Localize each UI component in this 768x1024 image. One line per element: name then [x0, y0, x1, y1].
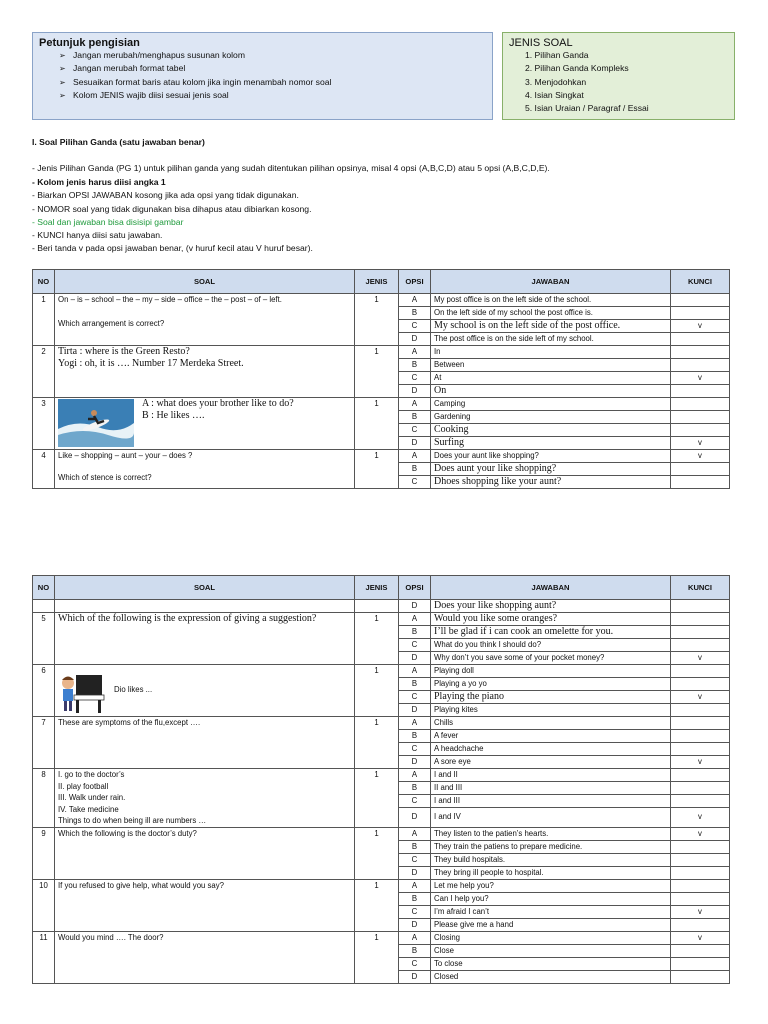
option-letter: C: [399, 957, 431, 970]
question-number: 2: [33, 346, 55, 398]
option-letter: B: [399, 307, 431, 320]
answer-key[interactable]: [671, 840, 730, 853]
question-text: Which the following is the doctor’s duty?: [55, 827, 355, 879]
question-type: 1: [355, 769, 399, 828]
question-types-box: [502, 32, 735, 120]
answer-key[interactable]: v: [671, 827, 730, 840]
header-opsi: OPSI: [399, 576, 431, 600]
instruction-item: [59, 89, 331, 102]
instruction-text: Kolom JENIS wajib diisi sesuai jenis soal: [73, 89, 229, 100]
question-line: Tirta : where is the Green Resto?: [58, 346, 190, 357]
question-type-item: 3. Menjodohkan: [525, 76, 587, 87]
question-types-list: [525, 49, 649, 115]
header-jawaban: JAWABAN: [431, 270, 671, 294]
answer-text[interactable]: On: [431, 385, 671, 398]
table-row: [33, 613, 730, 626]
answer-text[interactable]: Playing the piano: [431, 691, 671, 704]
question-text: [55, 346, 355, 398]
question-line: B : He likes ….: [142, 410, 205, 421]
option-letter: A: [399, 769, 431, 782]
question-type: 1: [355, 879, 399, 931]
instruction-text: Jangan merubah format tabel: [73, 63, 186, 74]
header-soal: SOAL: [55, 576, 355, 600]
answer-text[interactable]: I and II: [431, 769, 671, 782]
question-line: Which arrangement is correct?: [58, 319, 165, 328]
option-letter: B: [399, 782, 431, 795]
section-line: - Soal dan jawaban bisa disisipi gambar: [32, 217, 184, 227]
answer-key[interactable]: v: [671, 437, 730, 450]
section-line: - KUNCI hanya diisi satu jawaban.: [32, 230, 163, 240]
option-letter: D: [399, 808, 431, 827]
question-line: On – is – school – the – my – side – office – the – post – of – left.: [58, 295, 282, 304]
instruction-item: [59, 76, 331, 89]
answer-key[interactable]: [671, 613, 730, 626]
question-text: [55, 665, 355, 717]
answer-text[interactable]: A headchache: [431, 743, 671, 756]
answer-key[interactable]: v: [671, 691, 730, 704]
answer-key[interactable]: [671, 398, 730, 411]
instruction-item: [59, 62, 331, 75]
question-types-title: JENIS SOAL: [509, 37, 573, 49]
question-type-item: 5. Isian Uraian / Paragraf / Essai: [525, 103, 649, 114]
answer-text[interactable]: They train the patiens to prepare medicine.: [431, 840, 671, 853]
answer-text[interactable]: Would you like some oranges?: [431, 613, 671, 626]
header-kunci: KUNCI: [671, 576, 730, 600]
answer-key[interactable]: [671, 795, 730, 808]
answer-key[interactable]: [671, 476, 730, 489]
answer-key[interactable]: [671, 639, 730, 652]
header-opsi: OPSI: [399, 270, 431, 294]
answer-text[interactable]: They bring ill people to hospital.: [431, 866, 671, 879]
answer-key[interactable]: [671, 944, 730, 957]
answer-text[interactable]: My post office is on the left side of the school.: [431, 294, 671, 307]
option-letter: C: [399, 424, 431, 437]
answer-text[interactable]: I and III: [431, 795, 671, 808]
question-dialog: [142, 398, 294, 447]
option-letter: B: [399, 892, 431, 905]
option-letter: B: [399, 840, 431, 853]
question-number: 8: [33, 769, 55, 828]
option-letter: B: [399, 944, 431, 957]
question-type: 1: [355, 717, 399, 769]
question-line: Things to do when being ill are numbers …: [58, 816, 207, 825]
answer-text[interactable]: To close: [431, 957, 671, 970]
answer-text[interactable]: My school is on the left side of the post office.: [431, 320, 671, 333]
option-letter: B: [399, 411, 431, 424]
option-letter: D: [399, 970, 431, 983]
question-table-2: [32, 575, 730, 984]
table-row: [33, 717, 730, 730]
answer-key[interactable]: [671, 346, 730, 359]
answer-text[interactable]: Let me help you?: [431, 879, 671, 892]
table-row: [33, 879, 730, 892]
table-header: [33, 270, 730, 294]
question-type: 1: [355, 613, 399, 665]
question-text: [55, 294, 355, 346]
instruction-text: Jangan merubah/menghapus susunan kolom: [73, 50, 245, 60]
answer-text[interactable]: Playing doll: [431, 665, 671, 678]
answer-key[interactable]: v: [671, 931, 730, 944]
option-letter: A: [399, 931, 431, 944]
answer-key[interactable]: [671, 970, 730, 983]
instruction-item: [59, 49, 331, 62]
question-type: 1: [355, 398, 399, 450]
answer-key[interactable]: [671, 918, 730, 931]
answer-text[interactable]: Does aunt your like shopping?: [431, 463, 671, 476]
answer-text[interactable]: Why don’t you save some of your pocket money?: [431, 652, 671, 665]
option-letter: A: [399, 398, 431, 411]
question-type-item: 1. Pilihan Ganda: [525, 50, 589, 60]
question-type-item: 2. Pilihan Ganda Kompleks: [525, 63, 629, 74]
question-line: A : what does your brother like to do?: [142, 398, 294, 409]
answer-text[interactable]: Can I help you?: [431, 892, 671, 905]
answer-text[interactable]: Playing a yo yo: [431, 678, 671, 691]
option-letter: D: [399, 704, 431, 717]
question-number: 5: [33, 613, 55, 665]
answer-text[interactable]: I’ll be glad if i can cook an omelette for you.: [431, 626, 671, 639]
table-row: [33, 346, 730, 359]
instructions-box: [32, 32, 493, 120]
section-line: - Jenis Pilihan Ganda (PG 1) untuk pilihan ganda yang sudah ditentukan pilihan opsinya, misal 4 opsi (A,B,C,D) atau 5 opsi (A,B,C,D,E).: [32, 163, 550, 173]
answer-key[interactable]: [671, 333, 730, 346]
header-jawaban: JAWABAN: [431, 576, 671, 600]
question-type: 1: [355, 931, 399, 983]
answer-key[interactable]: [671, 678, 730, 691]
answer-key[interactable]: v: [671, 905, 730, 918]
option-letter: B: [399, 463, 431, 476]
answer-text[interactable]: They listen to the patien’s hearts.: [431, 827, 671, 840]
answer-text[interactable]: II and III: [431, 782, 671, 795]
question-number: 10: [33, 879, 55, 931]
option-letter: C: [399, 795, 431, 808]
question-number: 3: [33, 398, 55, 450]
answer-key[interactable]: [671, 359, 730, 372]
question-number: 1: [33, 294, 55, 346]
answer-text[interactable]: They build hospitals.: [431, 853, 671, 866]
question-line: Yogi : oh, it is …. Number 17 Merdeka Street.: [58, 358, 244, 369]
table-row: [33, 931, 730, 944]
answer-text[interactable]: Close: [431, 944, 671, 957]
question-text: [55, 398, 355, 450]
answer-text[interactable]: In: [431, 346, 671, 359]
table-row: [33, 450, 730, 463]
answer-text[interactable]: A fever: [431, 730, 671, 743]
table-row: [33, 294, 730, 307]
answer-text[interactable]: Surfing: [431, 437, 671, 450]
option-letter: C: [399, 372, 431, 385]
answer-text[interactable]: Chills: [431, 717, 671, 730]
header-jenis: JENIS: [355, 270, 399, 294]
question-number: 4: [33, 450, 55, 489]
answer-text[interactable]: Camping: [431, 398, 671, 411]
question-type: 1: [355, 346, 399, 398]
option-letter: D: [399, 600, 431, 613]
question-type: [355, 600, 399, 613]
question-line: III. Walk under rain.: [58, 793, 126, 802]
table-header: [33, 576, 730, 600]
option-letter: A: [399, 665, 431, 678]
question-line: Which of stence is correct?: [58, 473, 152, 482]
question-number: 6: [33, 665, 55, 717]
section-line: - Beri tanda v pada opsi jawaban benar, (v huruf kecil atau V huruf besar).: [32, 243, 313, 253]
section-line: - NOMOR soal yang tidak digunakan bisa dihapus atau dibiarkan kosong.: [32, 204, 312, 214]
answer-key[interactable]: [671, 769, 730, 782]
option-letter: D: [399, 385, 431, 398]
option-letter: B: [399, 678, 431, 691]
answer-key[interactable]: [671, 782, 730, 795]
option-letter: A: [399, 613, 431, 626]
question-type: 1: [355, 294, 399, 346]
answer-text[interactable]: Playing kites: [431, 704, 671, 717]
answer-text[interactable]: The post office is on the side left of my school.: [431, 333, 671, 346]
piano-image: [58, 665, 106, 715]
option-letter: A: [399, 717, 431, 730]
answer-key[interactable]: [671, 411, 730, 424]
answer-text[interactable]: On the left side of my school the post office is.: [431, 307, 671, 320]
table-row: [33, 827, 730, 840]
option-letter: D: [399, 756, 431, 769]
instructions-list: [59, 49, 331, 102]
answer-key[interactable]: v: [671, 372, 730, 385]
instruction-text: Sesuaikan format baris atau kolom jika ingin menambah nomor soal: [73, 76, 332, 87]
option-letter: A: [399, 450, 431, 463]
option-letter: C: [399, 743, 431, 756]
option-letter: C: [399, 320, 431, 333]
option-letter: C: [399, 691, 431, 704]
question-text: Would you mind …. The door?: [55, 931, 355, 983]
answer-key[interactable]: [671, 307, 730, 320]
answer-text[interactable]: Between: [431, 359, 671, 372]
answer-key[interactable]: [671, 665, 730, 678]
question-text: Which of the following is the expression of giving a suggestion?: [55, 613, 355, 665]
header-jenis: JENIS: [355, 576, 399, 600]
answer-text[interactable]: Does your aunt like shopping?: [431, 450, 671, 463]
answer-text[interactable]: Please give me a hand: [431, 918, 671, 931]
answer-key[interactable]: [671, 730, 730, 743]
question-text: [55, 450, 355, 489]
answer-key[interactable]: [671, 600, 730, 613]
option-letter: D: [399, 437, 431, 450]
answer-text[interactable]: Closed: [431, 970, 671, 983]
question-line: IV. Take medicine: [58, 804, 119, 814]
answer-key[interactable]: [671, 957, 730, 970]
answer-text[interactable]: I and IV: [431, 808, 671, 827]
option-letter: A: [399, 879, 431, 892]
option-letter: C: [399, 639, 431, 652]
answer-key[interactable]: [671, 853, 730, 866]
header-no: NO: [33, 270, 55, 294]
answer-key[interactable]: [671, 717, 730, 730]
answer-text[interactable]: Does your like shopping aunt?: [431, 600, 671, 613]
answer-key[interactable]: v: [671, 320, 730, 333]
answer-key[interactable]: [671, 463, 730, 476]
answer-key[interactable]: [671, 294, 730, 307]
answer-text[interactable]: I’m afraid I can’t: [431, 905, 671, 918]
section-line: - Kolom jenis harus diisi angka 1: [32, 177, 166, 187]
option-letter: B: [399, 626, 431, 639]
option-letter: B: [399, 359, 431, 372]
question-number: 7: [33, 717, 55, 769]
option-letter: D: [399, 333, 431, 346]
header-no: NO: [33, 576, 55, 600]
answer-key[interactable]: v: [671, 652, 730, 665]
question-line: I. go to the doctor’s: [58, 770, 125, 779]
question-type-item: 4. Isian Singkat: [525, 89, 584, 100]
answer-key[interactable]: [671, 743, 730, 756]
instructions-title: Petunjuk pengisian: [39, 37, 140, 49]
table-row: [33, 665, 730, 678]
answer-text[interactable]: Gardening: [431, 411, 671, 424]
question-line: Like – shopping – aunt – your – does ?: [58, 451, 193, 460]
header-kunci: KUNCI: [671, 270, 730, 294]
answer-text[interactable]: What do you think I should do?: [431, 639, 671, 652]
option-letter: B: [399, 730, 431, 743]
question-type: 1: [355, 450, 399, 489]
answer-key[interactable]: [671, 385, 730, 398]
table-row: [33, 398, 730, 411]
answer-key[interactable]: [671, 626, 730, 639]
answer-text[interactable]: Dhoes shopping like your aunt?: [431, 476, 671, 489]
answer-text[interactable]: A sore eye: [431, 756, 671, 769]
option-letter: A: [399, 346, 431, 359]
answer-key[interactable]: [671, 879, 730, 892]
question-number: [33, 600, 55, 613]
question-text: [55, 600, 355, 613]
question-type: 1: [355, 827, 399, 879]
option-letter: D: [399, 866, 431, 879]
option-letter: C: [399, 476, 431, 489]
answer-key[interactable]: [671, 866, 730, 879]
section-title: I. Soal Pilihan Ganda (satu jawaban benar): [32, 137, 205, 147]
answer-text[interactable]: At: [431, 372, 671, 385]
table-row: [33, 600, 730, 613]
answer-key[interactable]: v: [671, 808, 730, 827]
option-letter: C: [399, 853, 431, 866]
option-letter: C: [399, 905, 431, 918]
answer-key[interactable]: [671, 704, 730, 717]
surfing-image: [58, 399, 134, 447]
question-text: If you refused to give help, what would you say?: [55, 879, 355, 931]
answer-key[interactable]: [671, 892, 730, 905]
question-number: 9: [33, 827, 55, 879]
section-line: - Biarkan OPSI JAWABAN kosong jika ada opsi yang tidak digunakan.: [32, 190, 299, 200]
answer-key[interactable]: [671, 424, 730, 437]
question-line: Dio likes ...: [114, 685, 153, 694]
answer-key[interactable]: v: [671, 756, 730, 769]
question-type: 1: [355, 665, 399, 717]
answer-text[interactable]: Cooking: [431, 424, 671, 437]
table-row: [33, 769, 730, 782]
question-number: 11: [33, 931, 55, 983]
answer-key[interactable]: v: [671, 450, 730, 463]
header-soal: SOAL: [55, 270, 355, 294]
option-letter: D: [399, 918, 431, 931]
question-text: These are symptoms of the flu,except ….: [55, 717, 355, 769]
question-line: II. play football: [58, 781, 109, 791]
option-letter: A: [399, 294, 431, 307]
answer-text[interactable]: Closing: [431, 931, 671, 944]
question-text: [55, 769, 355, 828]
question-table-1: [32, 269, 730, 489]
option-letter: D: [399, 652, 431, 665]
option-letter: A: [399, 827, 431, 840]
